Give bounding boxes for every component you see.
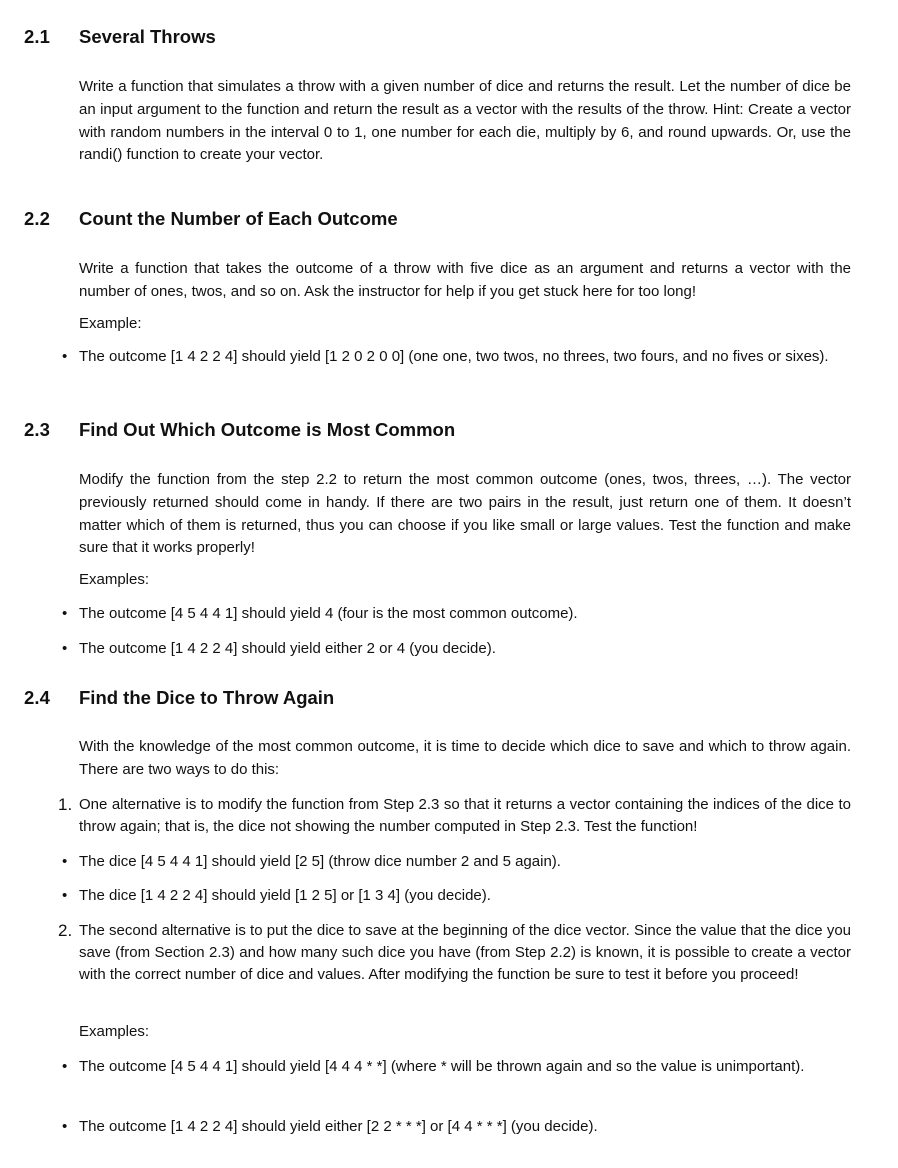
section-paragraph: With the knowledge of the most common outcome, it is time to decide which dice to save and which to throw again. There are two ways to do this: (79, 738, 851, 778)
section-paragraph: Write a function that simulates a throw with a given number of dice and returns the result. Let the number of dice be an input argument to the function and return the result as a vector with the results of the throw. Hint: Create a vector with random numbers in the interval 0 to 1, one number for each die, multiply by 6, and round upwards. Or, use the randi() function to create your vector. (79, 78, 851, 164)
bullet-dot-icon: • (62, 887, 68, 904)
example-bullet: The outcome [1 4 2 2 4] should yield [1 2 0 2 0 0] (one one, two twos, no threes, two fours, and no fives or sixes). (79, 348, 829, 365)
bullet-dot-icon: • (62, 348, 68, 365)
numbered-item: One alternative is to modify the function from Step 2.3 so that it returns a vector containing the indices of the dice to throw again; that is, the dice not showing the number computed in Step 2.3. Test the function! (79, 796, 851, 835)
bullet-dot-icon: • (62, 640, 68, 657)
examples-label: Examples: (79, 1023, 150, 1040)
example-bullet: The dice [4 5 4 4 1] should yield [2 5] (throw dice number 2 and 5 again). (79, 853, 561, 870)
section-number: 2.1 (24, 26, 51, 47)
section-title: Count the Number of Each Outcome (79, 208, 398, 229)
bullet-dot-icon: • (62, 853, 68, 870)
list-number: 1. (58, 795, 73, 814)
examples-label: Example: (79, 315, 142, 332)
example-bullet: The outcome [4 5 4 4 1] should yield 4 (four is the most common outcome). (79, 605, 578, 622)
section-paragraph: Modify the function from the step 2.2 to return the most common outcome (ones, twos, threes, …). The vector previously returned should come in handy. If there are two pairs in the result, just return one of them. It doesn’t matter which of them is returned, thus you can choose if you like small or large values. Test the function and make sure that it works properly! (79, 471, 851, 557)
example-bullet: The outcome [1 4 2 2 4] should yield either 2 or 4 (you decide). (79, 640, 496, 657)
section-title: Several Throws (79, 26, 216, 47)
section-title: Find Out Which Outcome is Most Common (79, 419, 456, 440)
bullet-dot-icon: • (62, 605, 68, 622)
example-bullet: The dice [1 4 2 2 4] should yield [1 2 5] or [1 3 4] (you decide). (79, 887, 491, 904)
list-number: 2. (58, 921, 73, 940)
section-title: Find the Dice to Throw Again (79, 687, 335, 708)
bullet-dot-icon: • (62, 1058, 68, 1075)
example-bullet: The outcome [1 4 2 2 4] should yield either [2 2 * * *] or [4 4 * * *] (you decide). (79, 1118, 598, 1135)
section-number: 2.2 (24, 208, 51, 229)
section-number: 2.4 (24, 687, 51, 708)
section-paragraph: Write a function that takes the outcome of a throw with five dice as an argument and returns a vector with the number of ones, twos, and so on. Ask the instructor for help if you get stuck here for too long! (79, 260, 851, 300)
bullet-dot-icon: • (62, 1118, 68, 1135)
examples-label: Examples: (79, 571, 150, 588)
example-bullet: The outcome [4 5 4 4 1] should yield [4 4 4 * *] (where * will be thrown again and so the value is unimportant). (79, 1058, 805, 1075)
section-number: 2.3 (24, 419, 51, 440)
numbered-item: The second alternative is to put the dice to save at the beginning of the dice vector. Since the value that the dice you save (from Section 2.3) and how many such dice you have (from Step 2.2) is known, it is possible to create a vector with the correct number of dice and values. After modifying the function be sure to test it before you proceed! (79, 922, 851, 983)
